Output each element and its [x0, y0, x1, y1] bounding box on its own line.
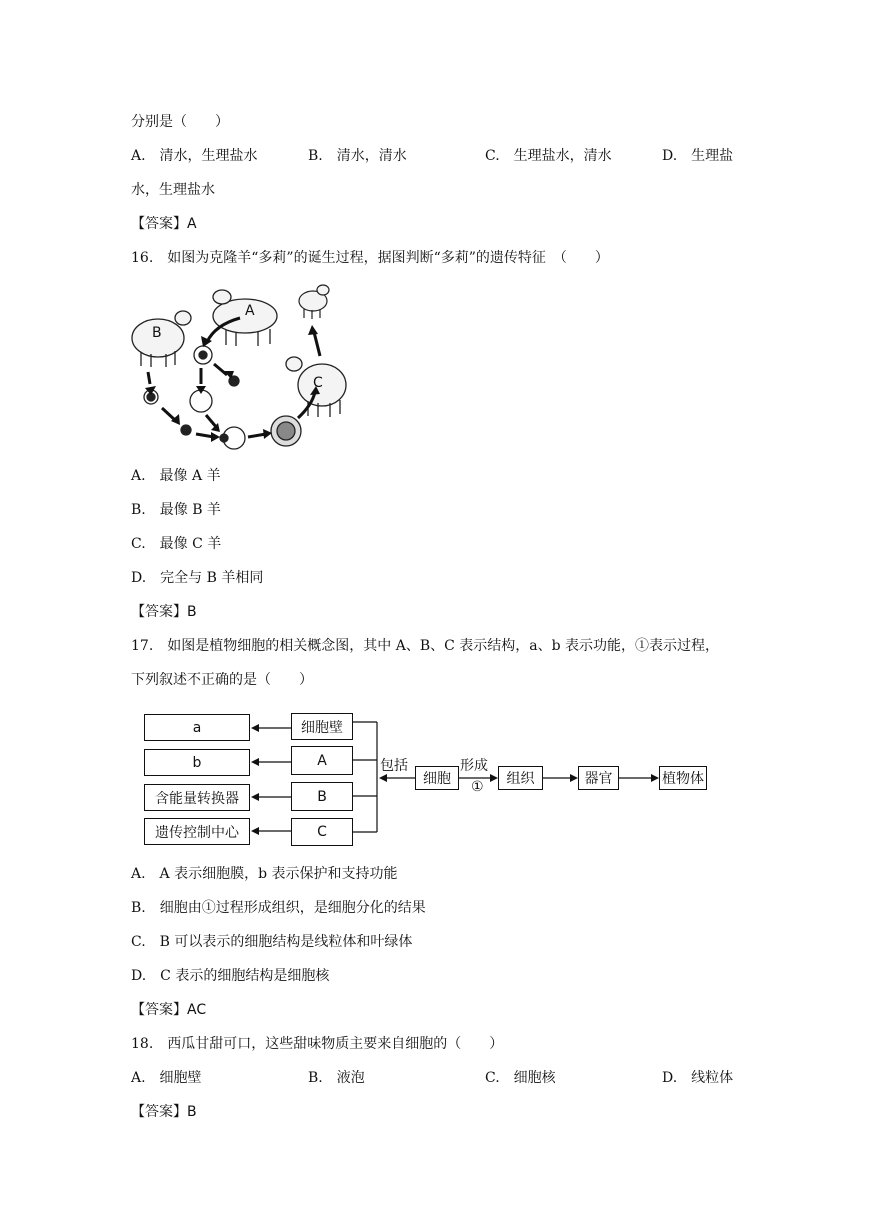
function-box-energy: 含能量转换器 — [144, 784, 250, 811]
q17-option-a: A. A 表示细胞膜，b 表示保护和支持功能 — [131, 866, 398, 882]
label-sheep-c: C — [313, 375, 323, 391]
q15-stem-tail: 分别是（ ） — [131, 114, 229, 130]
q17-option-b: B. 细胞由①过程形成组织，是细胞分化的结果 — [131, 900, 426, 916]
q16-answer: 【答案】B — [131, 604, 197, 620]
form-label: 形成 — [460, 758, 488, 774]
q18-stem: 18. 西瓜甘甜可口，这些甜味物质主要来自细胞的（ ） — [131, 1036, 504, 1052]
q16-stem: 16. 如图为克隆羊“多莉”的诞生过程，据图判断“多莉”的遗传特征 （ ） — [131, 250, 609, 266]
structure-box-c: C — [291, 818, 353, 846]
q15-option-wrap: 水，生理盐水 — [131, 182, 215, 198]
q15-option-a: A. 清水，生理盐水 — [131, 148, 258, 164]
chain-box-cell: 细胞 — [415, 766, 459, 790]
q15-option-b: B. 清水，清水 — [308, 148, 407, 164]
q18-option-d: D. 线粒体 — [662, 1070, 734, 1086]
q17-answer: 【答案】AC — [131, 1002, 207, 1018]
q18-option-c: C. 细胞核 — [485, 1070, 556, 1086]
q15-option-d: D. 生理盐 — [662, 148, 734, 164]
q18-option-b: B. 液泡 — [308, 1070, 365, 1086]
function-box-b: b — [144, 749, 250, 776]
q15-answer: 【答案】A — [131, 216, 197, 232]
q16-option-a: A. 最像 A 羊 — [131, 468, 221, 484]
chain-box-tissue: 组织 — [498, 766, 543, 790]
include-label: 包括 — [380, 758, 408, 774]
q16-option-b: B. 最像 B 羊 — [131, 502, 221, 518]
structure-box-a: A — [291, 746, 353, 775]
q16-option-c: C. 最像 C 羊 — [131, 536, 222, 552]
label-sheep-b: B — [152, 325, 162, 341]
function-box-control: 遗传控制中心 — [144, 818, 250, 845]
q18-answer: 【答案】B — [131, 1104, 197, 1120]
q16-option-d: D. 完全与 B 羊相同 — [131, 570, 264, 586]
structure-box-cell-wall: 细胞壁 — [291, 713, 353, 740]
q17-option-d: D. C 表示的细胞结构是细胞核 — [131, 968, 330, 984]
q17-stem-line1: 17. 如图是植物细胞的相关概念图，其中 A、B、C 表示结构，a、b 表示功能，①表示过程， — [131, 638, 720, 654]
q18-option-a: A. 细胞壁 — [131, 1070, 202, 1086]
chain-box-plant: 植物体 — [659, 766, 707, 790]
chain-box-organ: 器官 — [578, 766, 619, 790]
label-sheep-a: A — [245, 303, 255, 319]
q17-stem-line2: 下列叙述不正确的是（ ） — [131, 672, 313, 688]
structure-box-b: B — [291, 782, 353, 811]
process-mark: ① — [471, 779, 484, 795]
function-box-a: a — [144, 714, 250, 741]
q17-option-c: C. B 可以表示的细胞结构是线粒体和叶绿体 — [131, 934, 413, 950]
q15-option-c: C. 生理盐水，清水 — [485, 148, 612, 164]
